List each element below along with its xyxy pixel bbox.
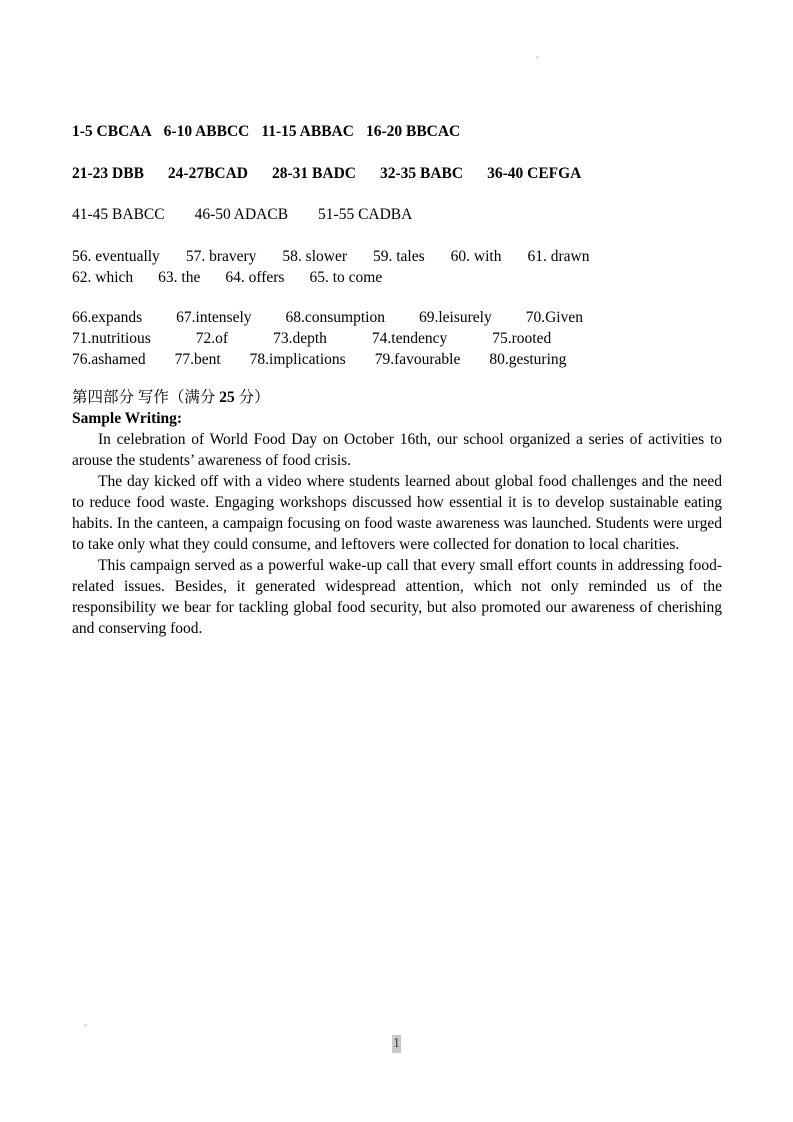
page-footer [0, 1034, 793, 1053]
answer-group: 28-31 BADC [272, 165, 356, 182]
answer-item: 64. offers [225, 269, 285, 286]
answer-item: 68.consumption [285, 309, 385, 326]
answer-item: 65. to come [309, 269, 383, 286]
sample-writing-label: Sample Writing: [72, 410, 183, 427]
answer-item: 62. which [72, 269, 134, 286]
answer-key-line-2 [72, 163, 722, 184]
answer-item: 66.expands [72, 309, 143, 326]
scan-artifact-dot [536, 56, 539, 59]
answer-item: 60. with [450, 248, 502, 265]
scan-artifact-dot [84, 1024, 87, 1027]
answer-group: 16-20 BBCAC [365, 123, 461, 140]
answer-key-line-4 [72, 246, 722, 267]
answer-item: 56. eventually [72, 248, 160, 265]
answer-item: 78.implications [249, 351, 346, 368]
sample-writing-paragraph-3: This campaign served as a powerful wake-up call that every small effort counts in addressing food-related issues. Besides, it generated widespread attention, which not only reminded us of the responsibility we bear for tackling global food security, but also promoted our awareness of cherishing and conserving food. [72, 557, 722, 637]
sample-writing-paragraph-1: In celebration of World Food Day on October 16th, our school organized a series of activities to arouse the students’ awareness of food crisis. [72, 431, 722, 469]
answer-key-line-7 [72, 328, 722, 349]
answer-item: 76.ashamed [72, 351, 146, 368]
writing-section-score: 25 [219, 389, 235, 406]
answer-key-line-6 [72, 307, 722, 328]
answer-item: 59. tales [372, 248, 425, 265]
answer-key-line-1 [72, 121, 722, 142]
answer-group: 51-55 CADBA [318, 206, 413, 223]
answer-item: 58. slower [282, 248, 347, 265]
answer-item: 80.gesturing [489, 351, 567, 368]
answer-item: 75.rooted [492, 330, 552, 347]
answer-group: 1-5 CBCAA [72, 123, 152, 140]
answer-item: 57. bravery [185, 248, 257, 265]
sample-writing-paragraph-2: The day kicked off with a video where students learned about global food challenges and the need to reduce food waste. Engaging workshops discussed how essential it is to develop sustainable eating habits. In the canteen, a campaign focusing on food waste awareness was launched. Students were urged to take only what they could consume, and leftovers were collected for donation to local charities. [72, 473, 722, 553]
answer-group: 21-23 DBB [72, 165, 144, 182]
answer-item: 63. the [158, 269, 201, 286]
answer-group: 6-10 ABBCC [163, 123, 250, 140]
answer-key-line-8 [72, 349, 722, 370]
answer-item: 74.tendency [371, 330, 448, 347]
answer-item: 72.of [195, 330, 229, 347]
writing-section-heading-text: 第四部分 写作（满分 [72, 389, 220, 406]
answer-key-line-5 [72, 267, 722, 288]
answer-group: 32-35 BABC [379, 165, 464, 182]
answer-group: 36-40 CEFGA [487, 165, 582, 182]
answer-key-line-3 [72, 204, 722, 225]
writing-section-heading [72, 387, 722, 408]
answer-item: 69.leisurely [418, 309, 492, 326]
answer-item: 61. drawn [527, 248, 590, 265]
answer-group: 41-45 BABCC [72, 206, 165, 223]
answer-item: 70.Given [525, 309, 583, 326]
writing-section-heading-suffix: 分） [234, 389, 270, 406]
page-number: 1 [393, 1036, 400, 1051]
answer-item: 73.depth [273, 330, 327, 347]
answer-group: 11-15 ABBAC [261, 123, 354, 140]
answer-group: 46-50 ADACB [194, 206, 289, 223]
answer-item: 71.nutritious [72, 330, 151, 347]
answer-item: 79.favourable [374, 351, 461, 368]
answer-item: 77.bent [174, 351, 221, 368]
answer-item: 67.intensely [176, 309, 252, 326]
answer-group: 24-27BCAD [167, 165, 249, 182]
